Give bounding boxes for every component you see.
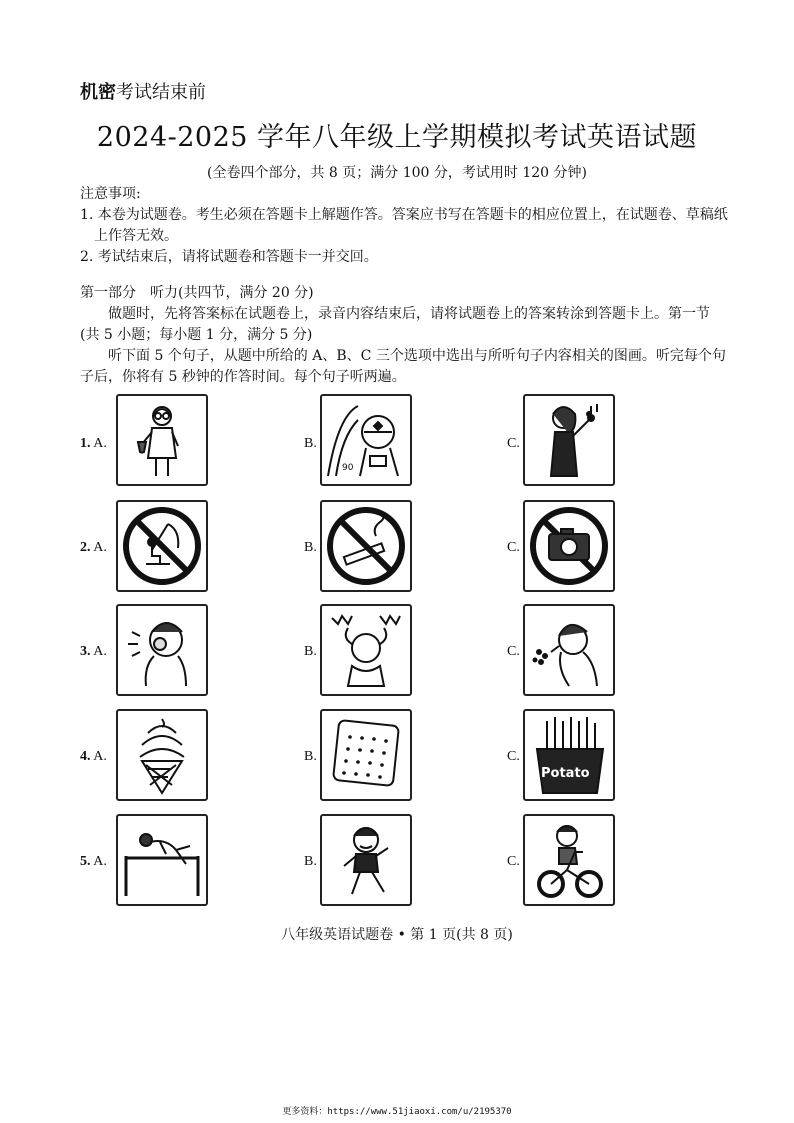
exam-subtitle: (全卷四个部分，共 8 页；满分 100 分，考试用时 120 分钟) bbox=[207, 165, 587, 181]
car-number: 90 bbox=[342, 463, 354, 473]
question-number-value: 2. bbox=[80, 540, 91, 555]
singer-icon[interactable] bbox=[523, 394, 615, 486]
notes-item-2: 2. 考试结束后，请将试题卷和答题卡一并交回。 bbox=[80, 249, 378, 265]
source-link[interactable]: 更多资料：https://www.51jiaoxi.com/u/2195370 bbox=[282, 1107, 512, 1117]
option-label: B. bbox=[304, 540, 317, 555]
option-label: B. bbox=[304, 854, 317, 869]
scientist-icon[interactable] bbox=[116, 394, 208, 486]
confidential-rest: 考试结束前 bbox=[116, 82, 206, 103]
question-number bbox=[80, 854, 107, 870]
notes-section bbox=[80, 184, 730, 268]
no-fishing-icon[interactable] bbox=[116, 500, 208, 592]
ice-cream-icon[interactable] bbox=[116, 709, 208, 801]
option-label: A. bbox=[93, 854, 107, 869]
exam-title: 2024-2025 学年八年级上学期模拟考试英语试题 bbox=[96, 122, 698, 153]
option-label: C. bbox=[507, 854, 520, 869]
question-number bbox=[80, 644, 107, 660]
headache-icon[interactable] bbox=[320, 604, 412, 696]
running-boy-icon[interactable] bbox=[320, 814, 412, 906]
listening-section bbox=[80, 283, 730, 388]
race-car-driver-icon[interactable] bbox=[320, 394, 412, 486]
option-label: C. bbox=[507, 644, 520, 659]
potato-label: Potato bbox=[541, 766, 590, 781]
option-label: A. bbox=[93, 540, 107, 555]
option-label: C. bbox=[507, 749, 520, 764]
question-number-value: 5. bbox=[80, 854, 91, 869]
part-instruction: 做题时，先将答案标在试题卷上，录音内容结束后，请将试题卷上的答案转涂到答题卡上。第一节 (共 5 小题；每小题 1 分，满分 5 分) bbox=[80, 306, 710, 343]
cycling-boy-icon[interactable] bbox=[523, 814, 615, 906]
question-number bbox=[80, 436, 107, 452]
part-title: 第一部分 听力(共四节，满分 20 分) bbox=[80, 285, 314, 301]
potato-chips-icon[interactable] bbox=[523, 709, 615, 801]
notes-heading: 注意事项: bbox=[80, 186, 141, 202]
cracker-icon[interactable] bbox=[320, 709, 412, 801]
option-label: C. bbox=[507, 540, 520, 555]
high-jump-icon[interactable] bbox=[116, 814, 208, 906]
question-number bbox=[80, 540, 107, 556]
page-footer: 八年级英语试题卷 • 第 1 页(共 8 页) bbox=[281, 927, 513, 943]
option-label: A. bbox=[93, 749, 107, 764]
no-smoking-icon[interactable] bbox=[320, 500, 412, 592]
option-label: B. bbox=[304, 436, 317, 451]
option-label: B. bbox=[304, 749, 317, 764]
sneeze-icon[interactable] bbox=[523, 604, 615, 696]
option-label: C. bbox=[507, 436, 520, 451]
option-label: A. bbox=[93, 436, 107, 451]
part-directions: 听下面 5 个句子，从题中所给的 A、B、C 三个选项中选出与所听句子内容相关的图画。听完每个句子后，你将有 5 秒钟的作答时间。每个句子听两遍。 bbox=[80, 348, 726, 385]
option-label: B. bbox=[304, 644, 317, 659]
question-number-value: 4. bbox=[80, 749, 91, 764]
confidential-notice bbox=[80, 78, 206, 104]
question-number-value: 1. bbox=[80, 436, 91, 451]
option-label: A. bbox=[93, 644, 107, 659]
notes-item-1: 1. 本卷为试题卷。考生必须在答题卡上解题作答。答案应书写在答题卡的相应位置上，在试题卷、草稿纸上作答无效。 bbox=[80, 207, 728, 244]
no-photography-icon[interactable] bbox=[523, 500, 615, 592]
question-number bbox=[80, 749, 107, 765]
toothache-icon[interactable] bbox=[116, 604, 208, 696]
question-number-value: 3. bbox=[80, 644, 91, 659]
confidential-bold: 机密 bbox=[80, 82, 116, 103]
